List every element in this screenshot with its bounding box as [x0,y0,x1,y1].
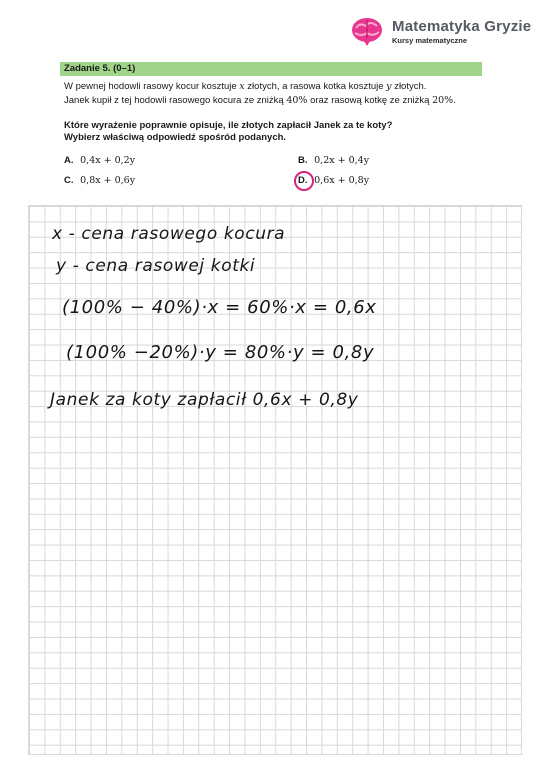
option-letter: D. [298,175,308,186]
task-line-2 [64,94,456,107]
option-expression: 0,4x + 0,2y [80,155,136,166]
variable-y: y [386,81,392,92]
task-text: Janek kupił z tej hodowli rasowego kocura ze zniżką [64,95,284,106]
brain-icon [350,14,384,48]
option-letter: C. [64,175,74,186]
option-letter: A. [64,155,74,166]
question-text: Które wyrażenie poprawnie opisuje, ile złotych zapłacił Janek za te koty? [64,120,393,131]
option-expression: 0,8x + 0,6y [80,175,136,186]
task-text: oraz rasową kotkę ze zniżką [310,95,430,106]
grid-paper [28,205,522,755]
solution-line-1: x - cena rasowego kocura [52,224,286,244]
option-a[interactable] [64,155,135,166]
option-letter: B. [298,155,308,166]
discount-kocur: 40% [286,95,308,106]
task-line-1 [64,80,426,93]
option-b[interactable] [298,155,369,166]
option-d[interactable] [298,175,369,186]
task-text: złotych. [394,81,427,92]
brand-title: Matematyka Gryzie [392,17,532,35]
brand-logo [350,14,531,48]
variable-x: x [239,81,245,92]
solution-line-5: Janek za koty zapłacił 0,6x + 0,8y [50,390,359,410]
brand-subtitle: Kursy matematyczne [392,35,468,45]
task-header: Zadanie 5. (0–1) [60,62,482,76]
option-expression: 0,2x + 0,4y [314,155,370,166]
solution-line-2: y - cena rasowej kotki [56,256,256,276]
discount-kotka: 20%. [432,95,457,106]
question-instruction: Wybierz właściwą odpowiedź spośród podanych. [64,132,287,143]
option-expression: 0,6x + 0,8y [314,175,370,186]
question-line-2 [64,131,286,144]
option-c[interactable] [64,175,135,186]
solution-line-4: (100% −20%)·y = 80%·y = 0,8y [66,342,375,363]
task-text: złotych, a rasowa kotka kosztuje [247,81,384,92]
task-text: W pewnej hodowli rasowy kocur kosztuje [64,81,237,92]
solution-line-3: (100% − 40%)·x = 60%·x = 0,6x [62,297,377,318]
